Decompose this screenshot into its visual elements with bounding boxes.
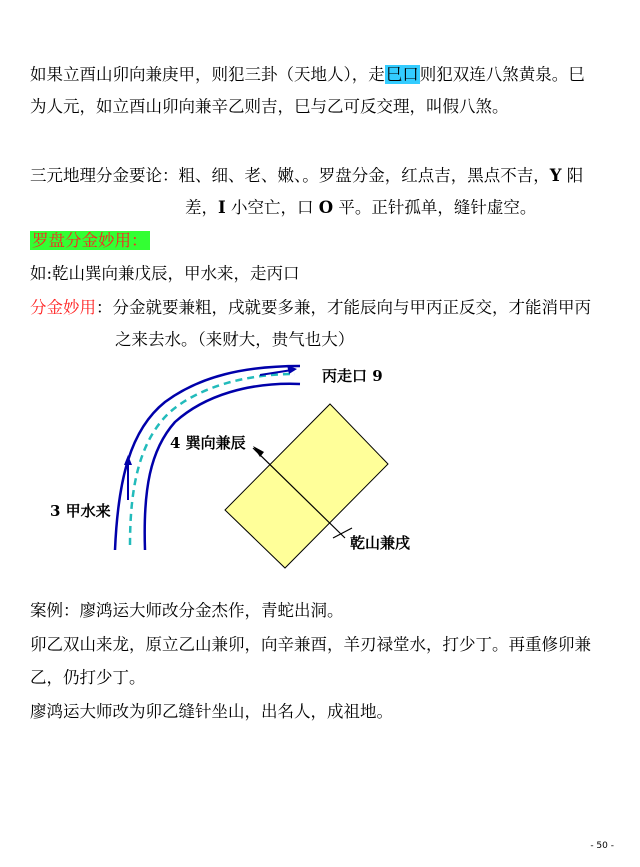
usage-line1 <box>30 297 591 319</box>
label-water: 3 甲水来 <box>50 502 111 520</box>
flow-arrow-up-head <box>124 455 132 465</box>
para2-line2 <box>185 197 536 219</box>
para2-line1 <box>30 165 583 187</box>
section-heading <box>30 230 150 252</box>
case-line1: 案例：廖鸿运大师改分金杰作，青蛇出洞。 <box>30 601 344 620</box>
para2-symbol-i: I <box>218 198 226 217</box>
para2-line1-text: 三元地理分金要论：粗、细、老、嫩、。罗盘分金，红点吉，黑点不吉， <box>30 166 550 185</box>
para2-line2-c: 小空亡，口 <box>225 198 319 217</box>
highlight-sigh-outlet: 巳口 <box>385 65 419 84</box>
compass-diagram <box>0 360 640 570</box>
diagram-svg <box>0 360 640 570</box>
case-line4: 廖鸿运大师改为卯乙缝针坐山，出名人，成祖地。 <box>30 702 393 721</box>
example-line: 如:乾山巽向兼戊辰，甲水来，走丙口 <box>30 264 300 283</box>
para2-line2-a: 差， <box>185 198 218 217</box>
case-line2: 卯乙双山来龙，原立乙山兼卯，向辛兼酉，羊刃禄堂水，打少丁。再重修卯兼 <box>30 635 591 654</box>
section-heading-text: 罗盘分金妙用： <box>32 231 148 250</box>
label-facing: 4 巽向兼辰 <box>170 434 246 452</box>
usage-label: 分金妙用 <box>30 298 96 317</box>
para1-line1 <box>30 64 585 86</box>
para1-line2: 为人元，如立酉山卯向兼辛乙则吉，巳与乙可反交理，叫假八煞。 <box>30 97 509 116</box>
case-line3: 乙，仍打少丁。 <box>30 668 146 687</box>
para2-line2-e: 平。正针孤单，缝针虚空。 <box>333 198 537 217</box>
usage-text1: ：分金就要兼粗，戌就要多兼，才能辰向与甲丙正反交，才能消甲丙 <box>96 298 591 317</box>
para2-symbol-o: O <box>318 198 334 217</box>
para2-symbol-y: Y <box>549 166 562 185</box>
axis-arrow-head <box>253 446 264 457</box>
para2-line1-tail: 阳 <box>561 166 584 185</box>
usage-line2: 之来去水。（来财大，贵气也大） <box>115 330 355 349</box>
para1-line1-text-b: 则犯双连八煞黄泉。巳 <box>419 65 585 84</box>
label-outlet: 丙走口 9 <box>322 367 383 385</box>
para1-line1-text-a: 如果立酉山卯向兼庚甲，则犯三卦（天地人），走 <box>30 65 385 84</box>
label-mountain: 乾山兼戌 <box>350 534 411 552</box>
page-number: - 50 - <box>590 841 614 851</box>
